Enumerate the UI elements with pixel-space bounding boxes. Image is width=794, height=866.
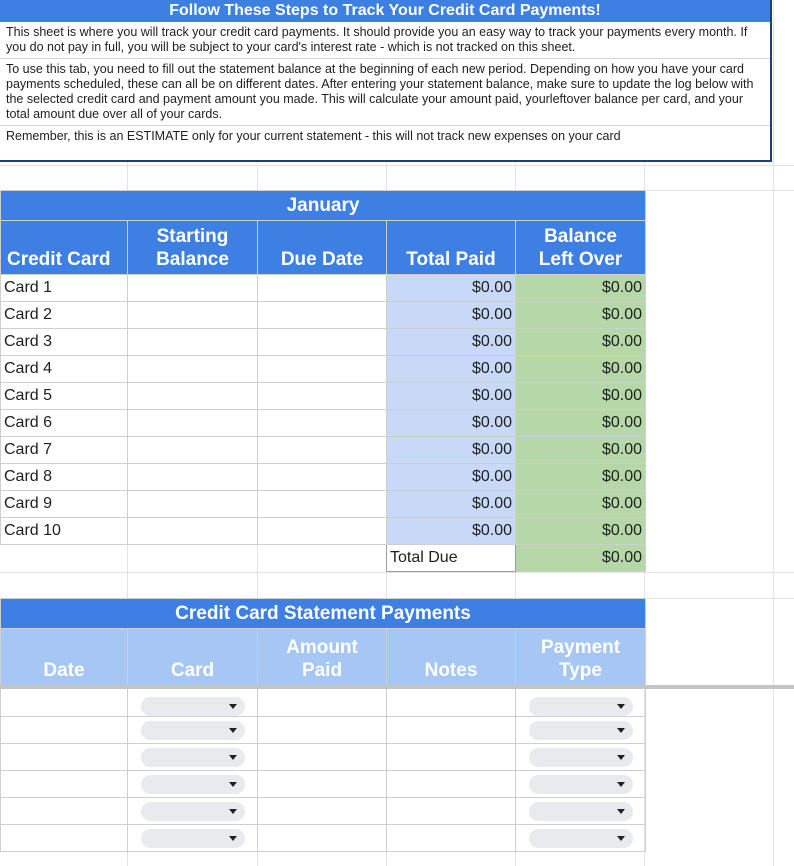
chevron-down-icon [617,782,625,787]
total-paid-cell[interactable]: $0.00 [387,275,516,302]
notes-cell[interactable] [387,717,516,744]
card-select-cell[interactable] [128,798,258,825]
payments-table [0,598,646,852]
chevron-down-icon [229,728,237,733]
card-header: Card [128,629,258,686]
payment-row [1,798,646,825]
card-name-cell[interactable]: Card 6 [1,410,128,437]
payment-type-dropdown[interactable] [529,697,633,716]
summary-header-row [1,221,646,275]
payment-type-dropdown[interactable] [529,721,633,740]
total-paid-cell[interactable]: $0.00 [387,437,516,464]
payment-type-cell[interactable] [516,798,646,825]
balance-left-over-header [516,221,646,275]
due-date-cell[interactable] [258,464,387,491]
payment-row [1,717,646,744]
due-date-cell[interactable] [258,491,387,518]
balance-left-cell[interactable]: $0.00 [516,518,646,545]
starting-balance-cell[interactable] [128,302,258,329]
amount-paid-header-line2: Paid [301,660,343,681]
card-row [1,491,646,518]
notes-cell[interactable] [387,798,516,825]
card-name-cell[interactable]: Card 1 [1,275,128,302]
payments-header-row [1,629,646,686]
total-paid-cell[interactable]: $0.00 [387,464,516,491]
card-name-cell[interactable]: Card 9 [1,491,128,518]
balance-left-cell[interactable]: $0.00 [516,410,646,437]
card-row [1,329,646,356]
due-date-cell[interactable] [258,518,387,545]
balance-left-over-header-line2: Left Over [538,249,623,270]
total-due-row [1,545,646,572]
instructions-paragraph-3: Remember, this is an ESTIMATE only for your current statement - this will not track new expenses on your card [6,129,621,143]
chevron-down-icon [617,755,625,760]
starting-balance-cell[interactable] [128,464,258,491]
chevron-down-icon [229,782,237,787]
card-name-cell[interactable]: Card 3 [1,329,128,356]
card-name-cell[interactable]: Card 2 [1,302,128,329]
total-paid-cell[interactable]: $0.00 [387,329,516,356]
card-row [1,464,646,491]
payment-row [1,744,646,771]
amount-paid-cell[interactable] [258,744,387,771]
date-cell[interactable] [1,825,128,852]
chevron-down-icon [617,836,625,841]
instructions-paragraph-1: This sheet is where you will track your credit card payments. It should provide you an easy way to track your payments every month. If you do not pay in full, you will be subject to your card's interest rate - which is not tracked on this sheet. [0,22,770,59]
instructions-title: Follow These Steps to Track Your Credit Card Payments! [0,0,770,22]
notes-cell[interactable] [387,771,516,798]
date-cell[interactable] [1,744,128,771]
card-row [1,302,646,329]
payment-type-dropdown[interactable] [529,829,633,848]
card-row [1,356,646,383]
card-dropdown[interactable] [141,802,245,821]
starting-balance-cell[interactable] [128,356,258,383]
date-cell[interactable] [1,717,128,744]
payment-type-header-line1: Payment [540,637,621,658]
grid-line [773,0,774,866]
total-due-label: Total Due [387,545,516,572]
due-date-cell[interactable] [258,356,387,383]
payment-type-cell[interactable] [516,686,646,717]
amount-paid-cell[interactable] [258,717,387,744]
balance-left-cell[interactable]: $0.00 [516,491,646,518]
chevron-down-icon [617,809,625,814]
amount-paid-header-line1: Amount [286,637,358,658]
payment-type-dropdown[interactable] [529,802,633,821]
balance-left-cell[interactable]: $0.00 [516,302,646,329]
chevron-down-icon [617,728,625,733]
monthly-summary-table [0,190,646,572]
empty-cell [128,545,258,572]
credit-card-header: Credit Card [1,221,128,275]
due-date-cell[interactable] [258,275,387,302]
card-dropdown[interactable] [141,697,245,716]
card-select-cell[interactable] [128,686,258,717]
payment-type-header [516,629,646,686]
payment-row [1,771,646,798]
card-row [1,410,646,437]
chevron-down-icon [617,704,625,709]
notes-cell[interactable] [387,744,516,771]
total-paid-cell[interactable]: $0.00 [387,302,516,329]
card-select-cell[interactable] [128,771,258,798]
balance-left-cell[interactable]: $0.00 [516,464,646,491]
total-paid-cell[interactable]: $0.00 [387,491,516,518]
payments-title: Credit Card Statement Payments [1,599,646,629]
payment-type-cell[interactable] [516,771,646,798]
card-name-cell[interactable]: Card 10 [1,518,128,545]
due-date-cell[interactable] [258,383,387,410]
payment-type-cell[interactable] [516,744,646,771]
card-row [1,518,646,545]
payment-type-header-line2: Type [559,660,602,681]
starting-balance-header [128,221,258,275]
date-cell[interactable] [1,771,128,798]
notes-cell[interactable] [387,686,516,717]
balance-left-cell[interactable]: $0.00 [516,329,646,356]
starting-balance-cell[interactable] [128,518,258,545]
card-select-cell[interactable] [128,825,258,852]
card-name-cell[interactable]: Card 5 [1,383,128,410]
payment-type-cell[interactable] [516,825,646,852]
card-row [1,437,646,464]
chevron-down-icon [229,809,237,814]
card-row [1,275,646,302]
starting-balance-cell[interactable] [128,383,258,410]
balance-left-cell[interactable]: $0.00 [516,437,646,464]
instructions-paragraph-2: To use this tab, you need to fill out the statement balance at the beginning of each new period. Depending on how you have your card payments scheduled, these can all be on different dates. After entering your statement balance, make sure to update the log below with the selected credit card and payment amount you made. This will calculate your amount paid, yourleftover balance per card, and your total amount due over all of your cards. [0,59,770,126]
grid-line [0,572,794,573]
card-row [1,383,646,410]
card-dropdown[interactable] [141,721,245,740]
month-header: January [1,191,646,221]
balance-left-cell[interactable]: $0.00 [516,383,646,410]
due-date-header: Due Date [258,221,387,275]
total-paid-header: Total Paid [387,221,516,275]
starting-balance-cell[interactable] [128,491,258,518]
payment-row [1,825,646,852]
starting-balance-cell[interactable] [128,437,258,464]
card-select-cell[interactable] [128,744,258,771]
chevron-down-icon [229,836,237,841]
due-date-cell[interactable] [258,437,387,464]
date-cell[interactable] [1,798,128,825]
notes-header: Notes [387,629,516,686]
total-paid-cell[interactable]: $0.00 [387,410,516,437]
empty-cell [258,545,387,572]
starting-balance-header-line1: Starting [156,226,229,247]
total-paid-cell[interactable]: $0.00 [387,518,516,545]
payment-type-cell[interactable] [516,717,646,744]
payment-type-dropdown[interactable] [529,748,633,767]
date-header: Date [1,629,128,686]
amount-paid-header [258,629,387,686]
card-name-cell[interactable]: Card 7 [1,437,128,464]
starting-balance-header-line2: Balance [156,249,229,270]
date-cell[interactable] [1,686,128,717]
starting-balance-cell[interactable] [128,329,258,356]
instructions-box [0,0,772,162]
frozen-row-divider[interactable] [0,685,794,689]
total-paid-cell[interactable]: $0.00 [387,383,516,410]
amount-paid-cell[interactable] [258,686,387,717]
total-due-value[interactable]: $0.00 [516,545,646,572]
amount-paid-cell[interactable] [258,771,387,798]
notes-cell[interactable] [387,825,516,852]
balance-left-cell[interactable]: $0.00 [516,275,646,302]
card-dropdown[interactable] [141,775,245,794]
card-dropdown[interactable] [141,829,245,848]
card-select-cell[interactable] [128,717,258,744]
total-paid-cell[interactable]: $0.00 [387,356,516,383]
payment-row [1,686,646,717]
due-date-cell[interactable] [258,410,387,437]
grid-line [0,165,794,166]
card-name-cell[interactable]: Card 4 [1,356,128,383]
due-date-cell[interactable] [258,329,387,356]
balance-left-cell[interactable]: $0.00 [516,356,646,383]
card-dropdown[interactable] [141,748,245,767]
chevron-down-icon [229,755,237,760]
amount-paid-cell[interactable] [258,825,387,852]
starting-balance-cell[interactable] [128,410,258,437]
amount-paid-cell[interactable] [258,798,387,825]
due-date-cell[interactable] [258,302,387,329]
empty-cell [1,545,128,572]
card-name-cell[interactable]: Card 8 [1,464,128,491]
balance-left-over-header-line1: Balance [544,226,617,247]
starting-balance-cell[interactable] [128,275,258,302]
chevron-down-icon [229,704,237,709]
payment-type-dropdown[interactable] [529,775,633,794]
